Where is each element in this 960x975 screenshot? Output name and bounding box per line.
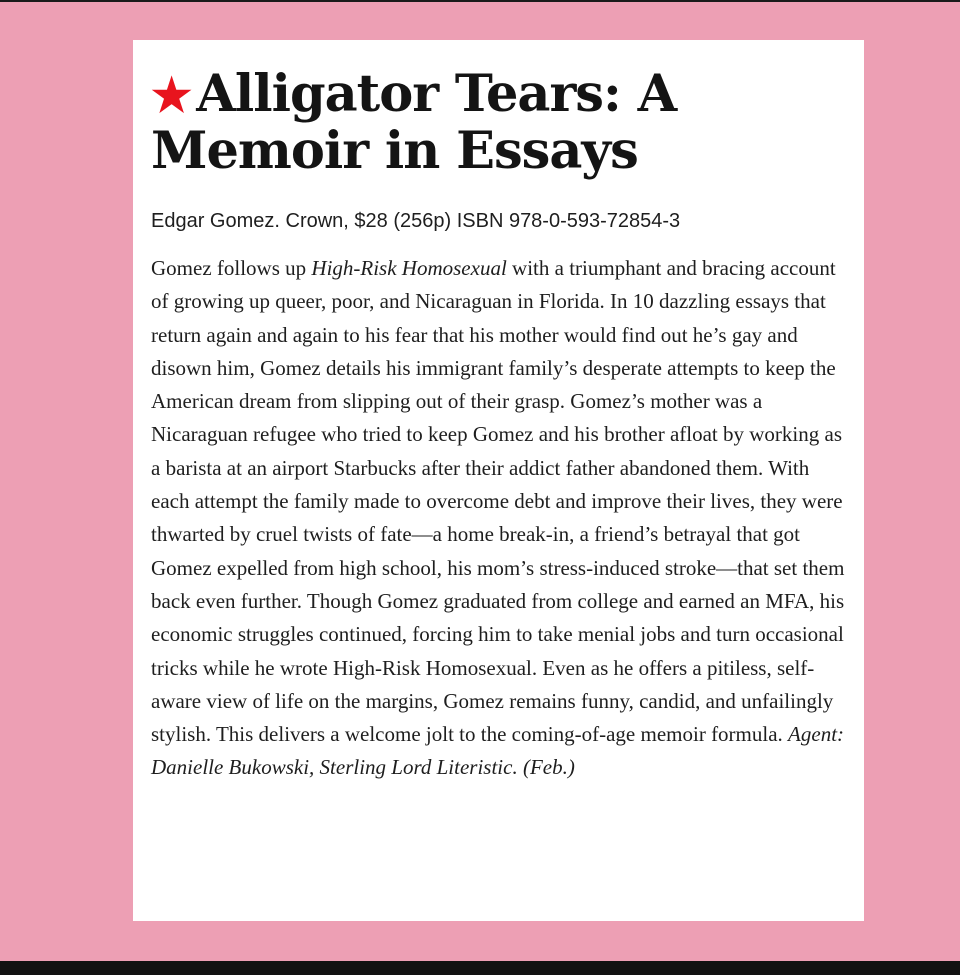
review-text: with a triumphant and bracing account of growing up queer, poor, and Nicaraguan in Florida. In 10 dazzling essays that return again and again to his fear that his mother would find out he’s gay and disown him, Gomez details his immigrant family’s desperate attempts to keep the American dream from slipping out of their grasp. Gomez’s mother was a Nicaraguan refugee who tried to keep Gomez and his brother afloat by working as a barista at an airport Starbucks after their addict father abandoned them. With each attempt the family made to overcome debt and improve their lives, they were thwarted by cruel twists of fate—a home break-in, a friend’s betrayal that got Gomez expelled from high school, his mom’s stress-induced stroke—that set them back even further. Though Gomez graduated from college and earned an MFA, his economic struggles continued, forcing him to take menial jobs and turn occasional tricks while he wrote High-Risk Homosexual. Even as he offers a pitiless, self-aware view of life on the margins, Gomez remains funny, candid, and unfailingly stylish. This delivers a welcome jolt to the coming-of-age memoir formula.: [151, 256, 845, 747]
bottom-edge-strip: [0, 961, 960, 975]
top-edge-strip: [0, 0, 960, 2]
red-star-icon: ★: [151, 68, 193, 122]
book-byline: Edgar Gomez. Crown, $28 (256p) ISBN 978-0-593-72854-3: [151, 210, 681, 232]
review-agent: Agent: Danielle Bukowski, Sterling Lord Literistic. (Feb.): [151, 722, 845, 780]
review-intro: Gomez follows up: [151, 256, 312, 280]
review-italic-title: High-Risk Homosexual: [311, 256, 507, 280]
review-body: [151, 252, 846, 785]
book-title: [151, 66, 846, 179]
review-card: [133, 40, 864, 921]
book-title-text: Alligator Tears: A Memoir in Essays: [151, 64, 677, 181]
